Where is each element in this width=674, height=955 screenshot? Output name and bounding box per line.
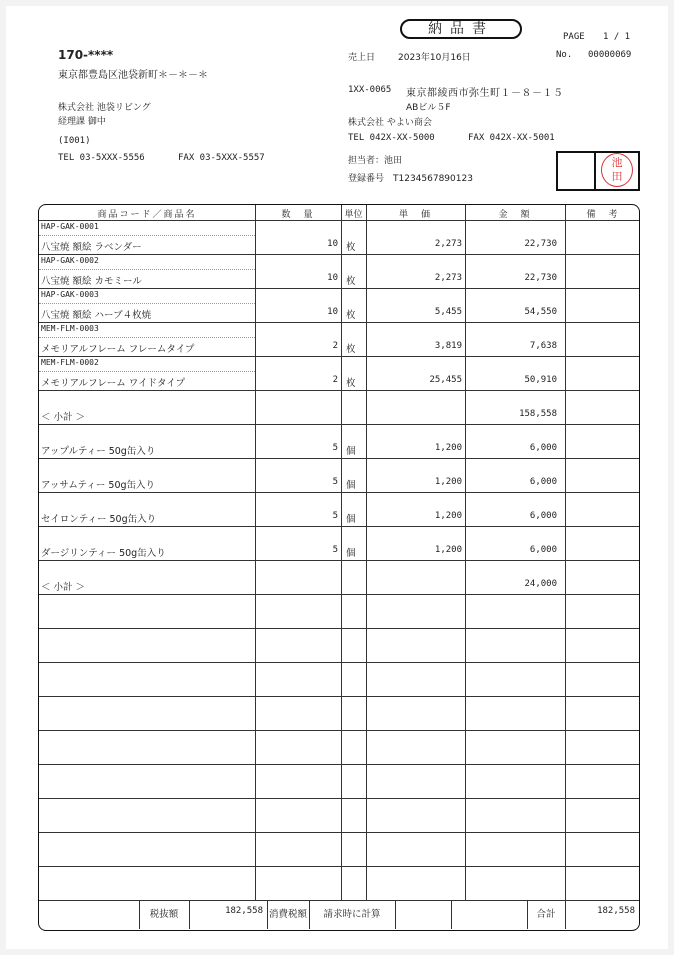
item-unit: 個 — [346, 514, 356, 525]
row-divider — [39, 288, 640, 289]
item-unit: 枚 — [346, 276, 356, 287]
column-header: 商品コード／商品名 — [97, 210, 197, 220]
item-name: アップルティー 50g缶入り — [41, 446, 156, 457]
item-price: 2,273 — [434, 239, 462, 249]
row-divider — [39, 254, 640, 255]
row-divider — [39, 526, 640, 527]
code-separator — [39, 337, 255, 338]
seal-char: 池 — [611, 156, 623, 169]
item-code: HAP-GAK-0001 — [41, 222, 99, 231]
item-price: 5,455 — [434, 307, 462, 317]
sender-fax: FAX 042X-XX-5001 — [468, 133, 555, 143]
row-divider — [39, 560, 640, 561]
item-price: 1,200 — [434, 443, 462, 453]
code-separator — [39, 269, 255, 270]
footer-divider — [451, 900, 452, 929]
item-name: アッサムティー 50g缶入り — [41, 480, 156, 491]
recipient-address: 東京都豊島区池袋新町＊－＊－＊ — [58, 70, 208, 81]
item-amount: 7,638 — [529, 341, 557, 351]
item-amount: 54,550 — [524, 307, 557, 317]
item-amount: 24,000 — [524, 579, 557, 589]
row-divider — [39, 764, 640, 765]
row-divider — [39, 900, 640, 901]
row-divider — [39, 492, 640, 493]
seal-char: 田 — [611, 170, 623, 183]
sender-address1: 東京都綾西市弥生町１－８－１５ — [406, 88, 564, 99]
total-label: 合計 — [536, 909, 556, 920]
recipient-company: 株式会社 池袋リビング — [58, 103, 151, 113]
item-unit: 枚 — [346, 310, 356, 321]
item-unit: 個 — [346, 548, 356, 559]
item-code: MEM-FLM-0003 — [41, 324, 99, 333]
item-qty: 5 — [332, 545, 338, 555]
no-value: 00000069 — [588, 50, 632, 60]
item-price: 1,200 — [434, 511, 462, 521]
code-separator — [39, 235, 255, 236]
sender-company: 株式会社 やよい商会 — [348, 118, 432, 128]
row-divider — [39, 322, 640, 323]
item-name: 八宝焼 額絵 ラベンダー — [41, 242, 142, 253]
row-divider — [39, 390, 640, 391]
document-title: 納品書 — [400, 19, 522, 39]
item-unit: 個 — [346, 446, 356, 457]
item-price: 1,200 — [434, 477, 462, 487]
item-price: 2,273 — [434, 273, 462, 283]
item-price: 3,819 — [434, 341, 462, 351]
recipient-code: (I001) — [58, 136, 91, 146]
tax-excl-value: 182,558 — [225, 906, 263, 916]
code-separator — [39, 371, 255, 372]
item-name: セイロンティー 50g缶入り — [41, 514, 157, 525]
no-label: No. — [556, 50, 573, 60]
date-label: 売上日 — [348, 53, 376, 63]
page-label: PAGE — [563, 32, 585, 42]
date-value: 2023年10月16日 — [398, 53, 471, 63]
item-unit: 枚 — [346, 378, 356, 389]
row-divider — [39, 594, 640, 595]
column-header: 単 価 — [398, 210, 432, 220]
item-qty: 2 — [332, 375, 338, 385]
item-code: HAP-GAK-0002 — [41, 256, 99, 265]
recipient-fax: FAX 03-5XXX-5557 — [178, 153, 265, 163]
item-qty: 2 — [332, 341, 338, 351]
item-name: 八宝焼 額絵 カモミール — [41, 276, 142, 287]
item-amount: 158,558 — [519, 409, 557, 419]
code-separator — [39, 303, 255, 304]
item-unit: 枚 — [346, 242, 356, 253]
item-unit: 個 — [346, 480, 356, 491]
recipient-tel: TEL 03-5XXX-5556 — [58, 153, 145, 163]
item-qty: 5 — [332, 511, 338, 521]
sender-tel: TEL 042X-XX-5000 — [348, 133, 435, 143]
column-header: 備 考 — [586, 210, 620, 220]
row-divider — [39, 628, 640, 629]
page-value: 1 / 1 — [603, 32, 631, 42]
item-amount: 50,910 — [524, 375, 557, 385]
item-name: ＜ 小計 ＞ — [41, 412, 86, 423]
items-table — [38, 204, 640, 931]
item-amount: 6,000 — [529, 443, 557, 453]
row-divider — [39, 798, 640, 799]
item-name: ダージリンティー 50g缶入り — [41, 548, 166, 559]
item-price: 25,455 — [429, 375, 462, 385]
sender-address2: ABビル５F — [406, 103, 451, 113]
item-name: ＜ 小計 ＞ — [41, 582, 86, 593]
row-divider — [39, 866, 640, 867]
row-divider — [39, 730, 640, 731]
item-amount: 22,730 — [524, 273, 557, 283]
footer-divider — [395, 900, 396, 929]
recipient-postal: 170-**** — [58, 48, 114, 62]
row-divider — [39, 662, 640, 663]
column-header: 数 量 — [281, 210, 315, 220]
item-qty: 10 — [327, 239, 338, 249]
item-qty: 5 — [332, 477, 338, 487]
item-qty: 5 — [332, 443, 338, 453]
sender-postal: 1XX-0065 — [348, 85, 392, 95]
item-name: 八宝焼 額絵 ハーブ４枚焼 — [41, 310, 152, 321]
column-divider — [341, 205, 342, 900]
item-name: メモリアルフレーム フレームタイプ — [41, 344, 195, 355]
column-divider — [565, 205, 566, 900]
total-value: 182,558 — [597, 906, 635, 916]
recipient-dept: 経理課 御中 — [58, 117, 106, 127]
item-amount: 6,000 — [529, 477, 557, 487]
seal-text — [602, 156, 632, 184]
item-code: MEM-FLM-0002 — [41, 358, 99, 367]
row-divider — [39, 696, 640, 697]
tax-excl-label: 税抜額 — [149, 909, 179, 920]
sender-reg: 登録番号 T1234567890123 — [348, 174, 473, 184]
row-divider — [39, 832, 640, 833]
header-divider — [39, 220, 640, 221]
item-code: HAP-GAK-0003 — [41, 290, 99, 299]
item-price: 1,200 — [434, 545, 462, 555]
tax-label: 消費税額 — [268, 909, 307, 920]
item-amount: 22,730 — [524, 239, 557, 249]
row-divider — [39, 356, 640, 357]
column-header: 金 額 — [498, 210, 532, 220]
item-name: メモリアルフレーム ワイドタイプ — [41, 378, 186, 389]
row-divider — [39, 424, 640, 425]
stamp-divider — [594, 151, 596, 191]
item-unit: 枚 — [346, 344, 356, 355]
item-qty: 10 — [327, 273, 338, 283]
tax-value: 請求時に計算 — [323, 909, 381, 920]
row-divider — [39, 458, 640, 459]
item-amount: 6,000 — [529, 511, 557, 521]
sender-staff: 担当者：池田 — [348, 156, 403, 166]
seal-stamp-icon — [601, 153, 633, 187]
item-qty: 10 — [327, 307, 338, 317]
column-header: 単位 — [344, 210, 363, 220]
item-amount: 6,000 — [529, 545, 557, 555]
